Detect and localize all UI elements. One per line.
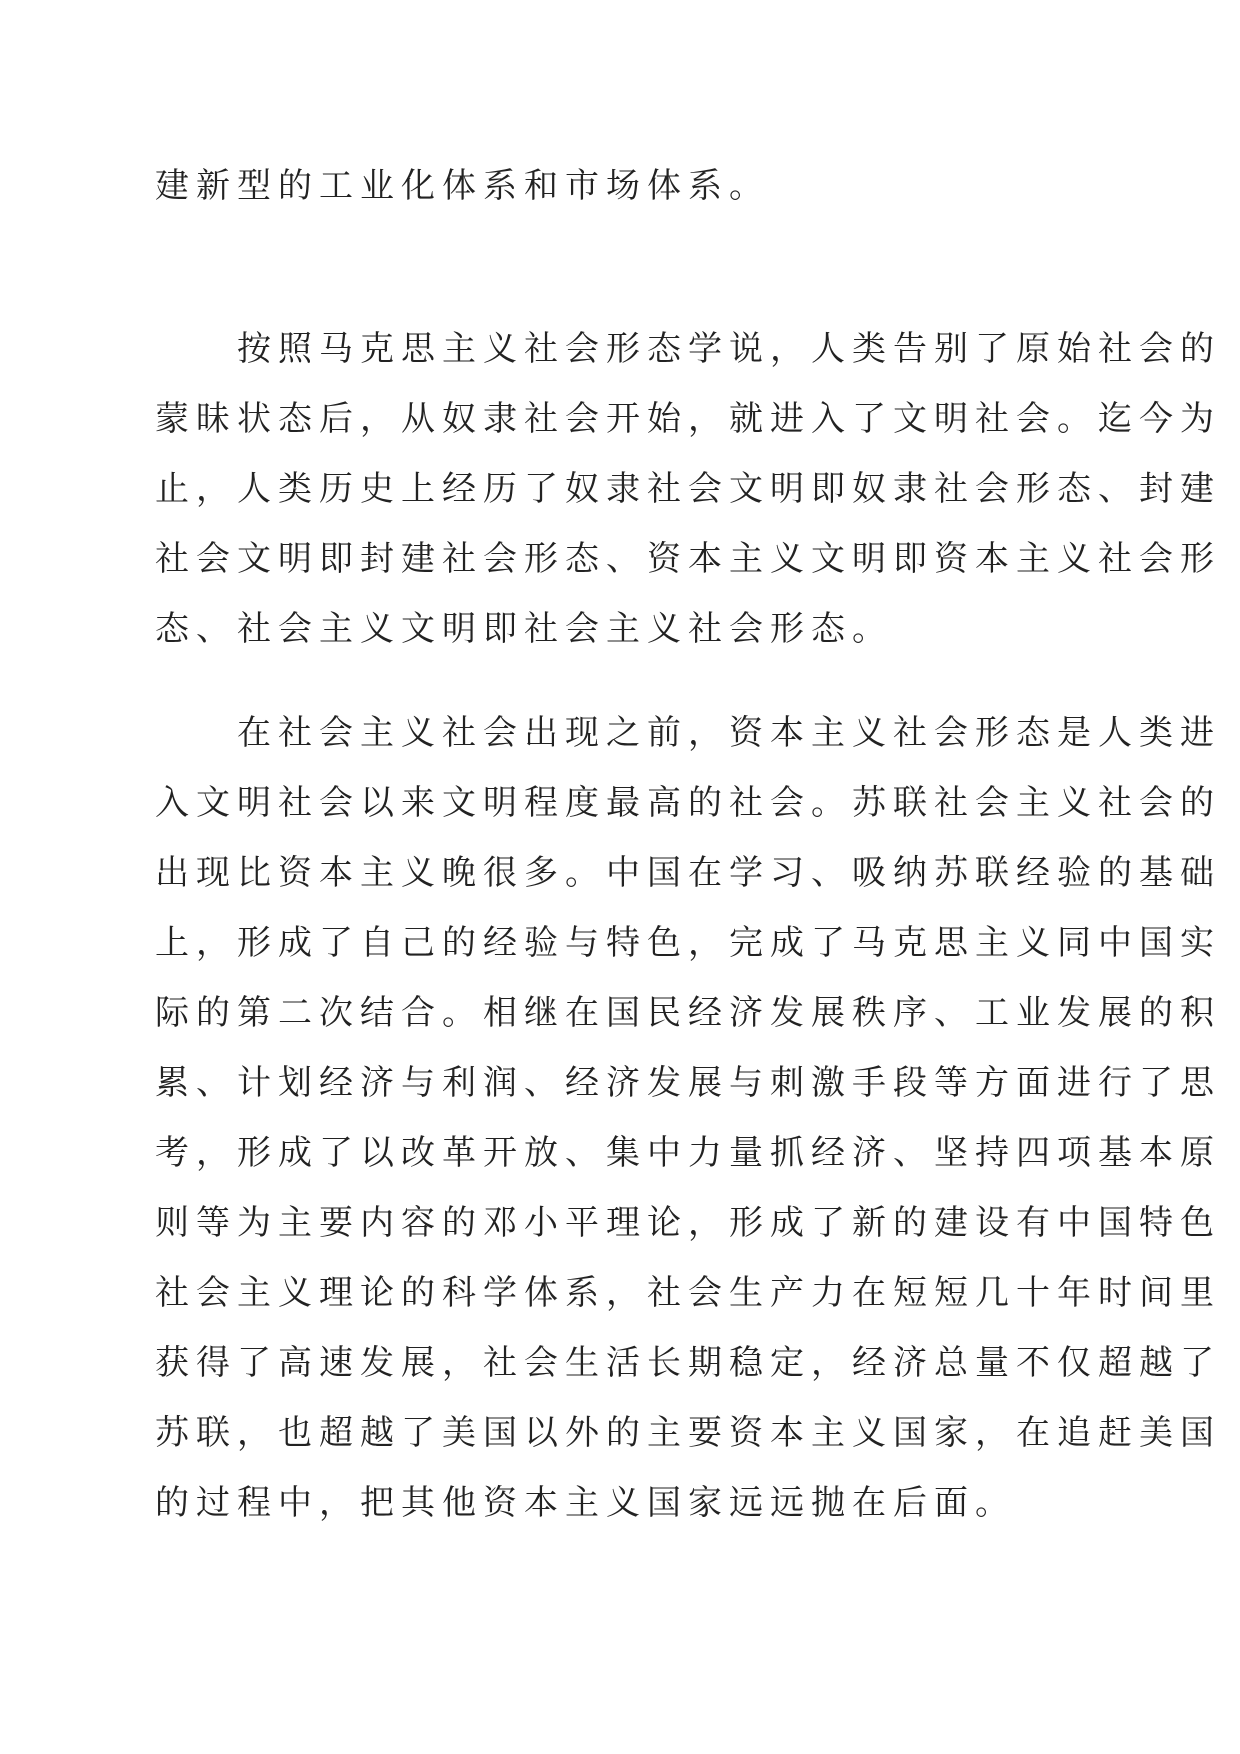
text-line: 上，形成了自己的经验与特色，完成了马克思主义同中国实 bbox=[155, 923, 1221, 963]
text-line: 建新型的工业化体系和市场体系。 bbox=[155, 166, 770, 206]
text-line: 入文明社会以来文明程度最高的社会。苏联社会主义社会的 bbox=[155, 783, 1221, 823]
text-line: 蒙昧状态后，从奴隶社会开始，就进入了文明社会。迄今为 bbox=[155, 399, 1221, 439]
paragraph-social-forms bbox=[155, 314, 1221, 664]
text-line: 出现比资本主义晚很多。中国在学习、吸纳苏联经验的基础 bbox=[155, 853, 1221, 893]
text-line: 社会文明即封建社会形态、资本主义文明即资本主义社会形 bbox=[155, 539, 1221, 579]
text-line: 苏联，也超越了美国以外的主要资本主义国家，在追赶美国 bbox=[155, 1413, 1221, 1453]
paragraph-socialism-development bbox=[155, 698, 1221, 1538]
text-line: 按照马克思主义社会形态学说，人类告别了原始社会的 bbox=[155, 329, 1221, 369]
paragraph-continuation bbox=[155, 151, 1095, 221]
text-line: 态、社会主义文明即社会主义社会形态。 bbox=[155, 609, 893, 649]
text-line: 考，形成了以改革开放、集中力量抓经济、坚持四项基本原 bbox=[155, 1133, 1221, 1173]
text-line: 累、计划经济与利润、经济发展与刺激手段等方面进行了思 bbox=[155, 1063, 1221, 1103]
text-line: 的过程中，把其他资本主义国家远远抛在后面。 bbox=[155, 1483, 1016, 1523]
text-line: 在社会主义社会出现之前，资本主义社会形态是人类进 bbox=[155, 713, 1221, 753]
text-line: 则等为主要内容的邓小平理论，形成了新的建设有中国特色 bbox=[155, 1203, 1221, 1243]
text-line: 社会主义理论的科学体系，社会生产力在短短几十年时间里 bbox=[155, 1273, 1221, 1313]
text-line: 际的第二次结合。相继在国民经济发展秩序、工业发展的积 bbox=[155, 993, 1221, 1033]
text-line: 获得了高速发展，社会生活长期稳定，经济总量不仅超越了 bbox=[155, 1343, 1221, 1383]
text-line: 止，人类历史上经历了奴隶社会文明即奴隶社会形态、封建 bbox=[155, 469, 1221, 509]
